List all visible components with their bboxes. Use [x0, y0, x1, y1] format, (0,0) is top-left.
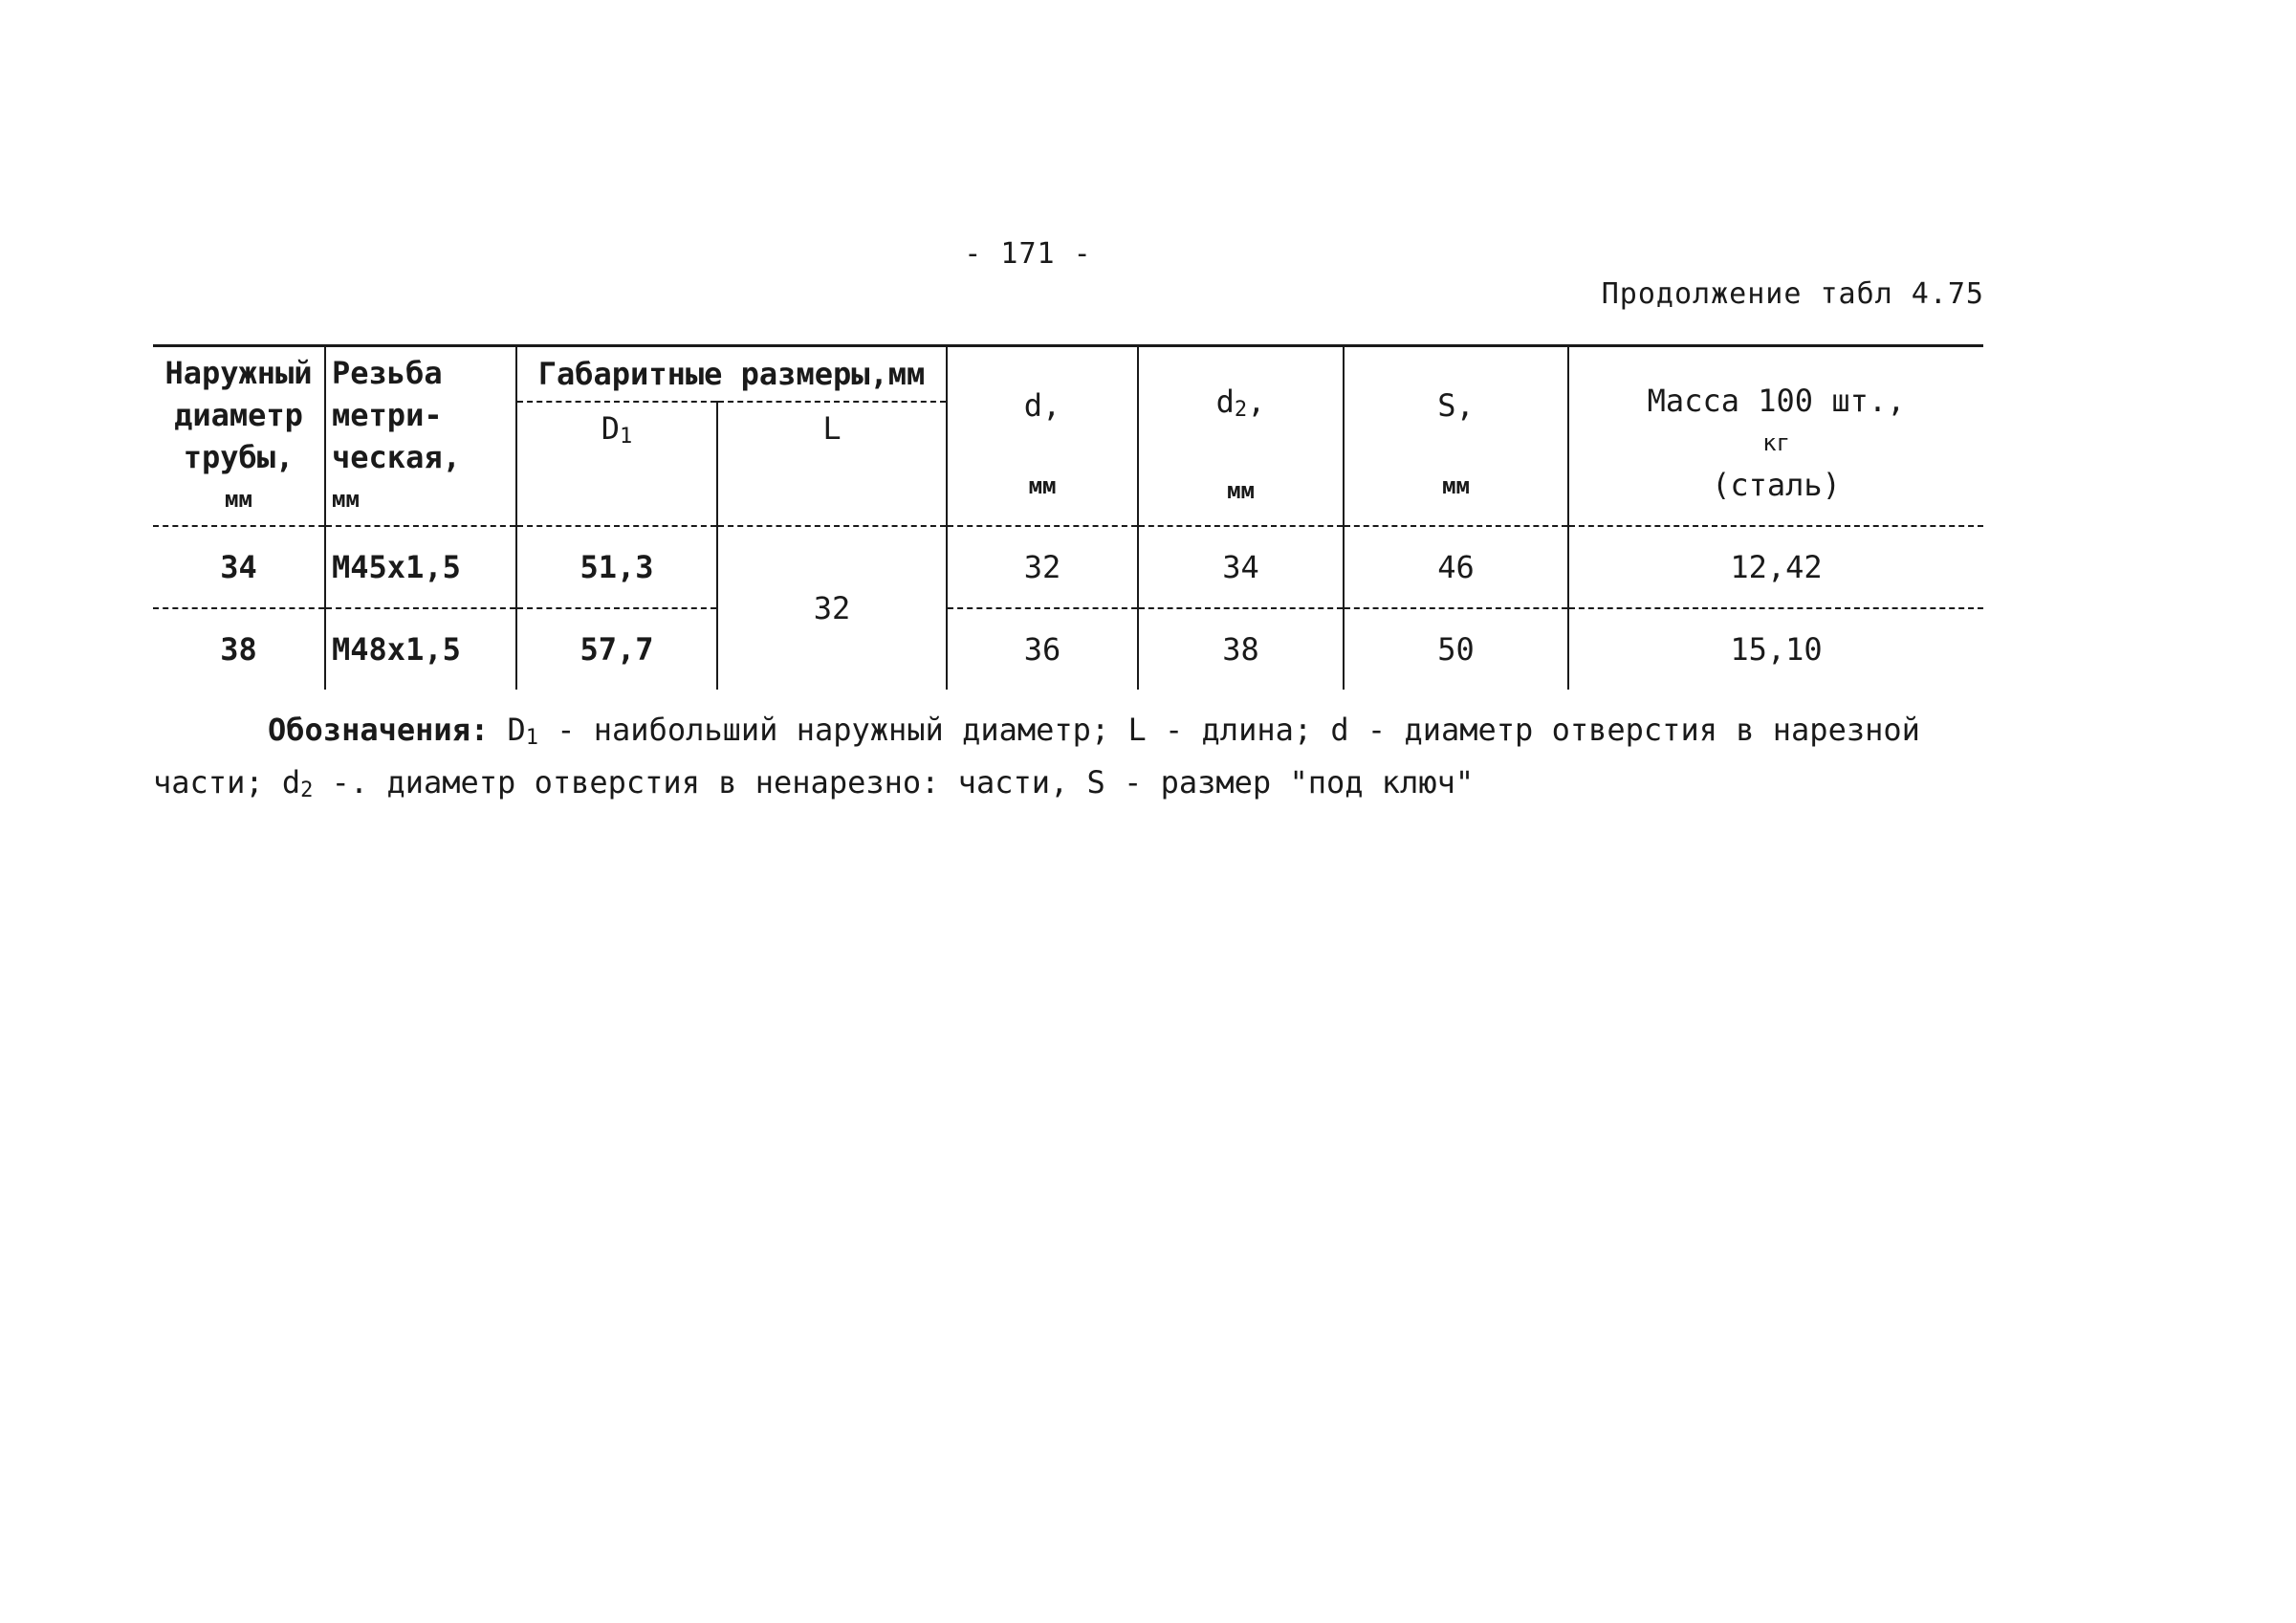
header-s: S, мм: [1344, 346, 1568, 527]
cell-d2: 34: [1138, 526, 1344, 608]
header-d: d, мм: [947, 346, 1138, 527]
cell-d: 32: [947, 526, 1138, 608]
legend-note: Обозначения: $D_1$ - наибольший наружный диаметр; L - длина; d - диаметр отверстия в нарезной части; $d_2$ -. диаметр отверстия в ненарезно: части, S - размер "под ключ": [153, 712, 1920, 802]
header-l: L: [717, 402, 947, 526]
header-outer-diameter: Наружный диаметр трубы, мм: [153, 346, 325, 527]
cell-s: 50: [1344, 608, 1568, 690]
cell-s: 46: [1344, 526, 1568, 608]
cell-thread: М48х1,5: [325, 608, 516, 690]
header-overall-dimensions: Габаритные размеры,мм: [516, 346, 947, 403]
header-thread: Резьба метри- ческая, мм: [325, 346, 516, 527]
cell-d2: 38: [1138, 608, 1344, 690]
header-mass: Масса 100 шт., кг (сталь): [1568, 346, 1983, 527]
table-row: [153, 526, 1983, 608]
cell-mass: 12,42: [1568, 526, 1983, 608]
cell-mass: 15,10: [1568, 608, 1983, 690]
table-row: [153, 608, 1983, 690]
header-d1: $D_1$: [516, 402, 717, 526]
table-continuation-label: Продолжение табл 4.75: [1601, 277, 1984, 311]
header-d2: $d_2$, мм: [1138, 346, 1344, 527]
cell-outer: 38: [220, 631, 257, 668]
dimensions-table: [153, 344, 1983, 690]
cell-d1: 51,3: [516, 526, 717, 608]
cell-outer: 34: [153, 526, 325, 608]
cell-d1: 57,7: [516, 608, 717, 690]
cell-l-shared: 32: [717, 526, 947, 690]
cell-thread: М45х1,5: [325, 526, 516, 608]
cell-d: 36: [947, 608, 1138, 690]
page-number: - 171 -: [964, 237, 1092, 271]
note-title: Обозначения:: [268, 712, 490, 748]
